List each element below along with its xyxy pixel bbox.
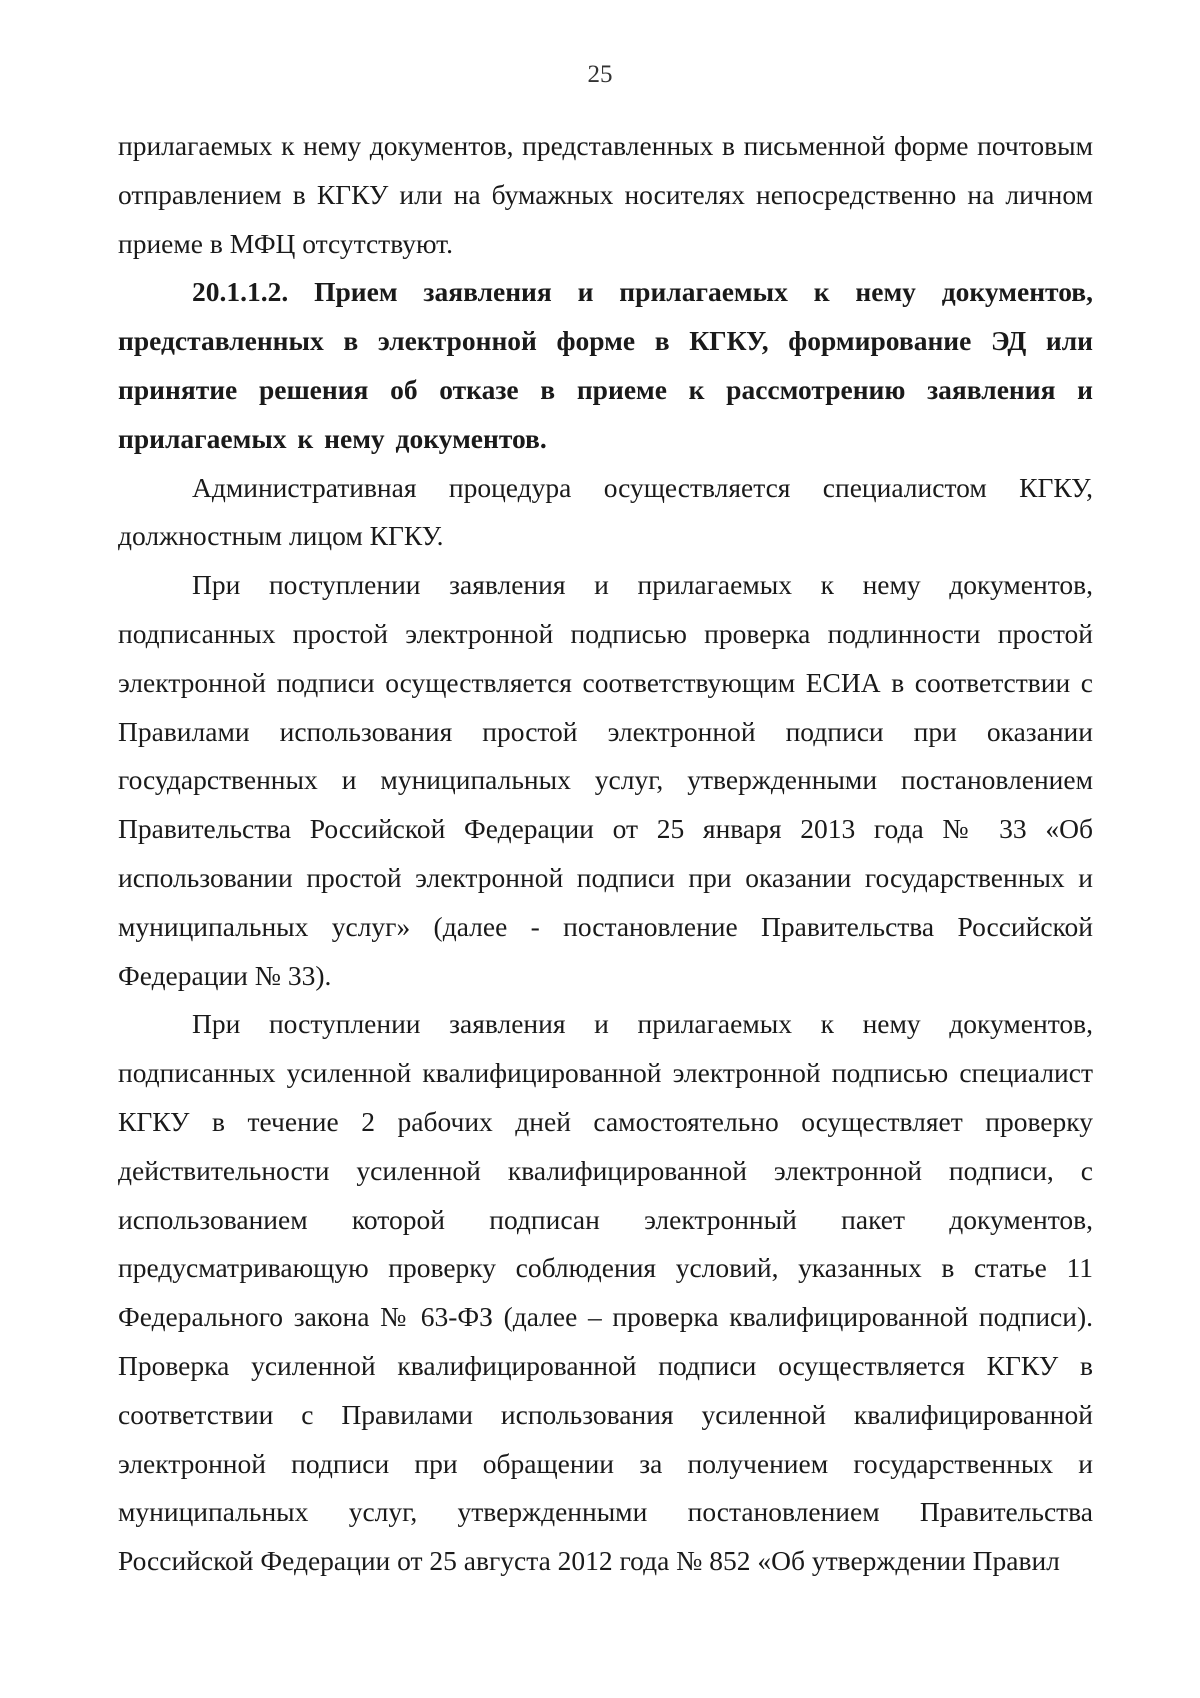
paragraph-procedure: Административная процедура осуществляется специалистом КГКУ, должностным лицом КГКУ. [118,471,1093,552]
document-body [118,122,1093,1586]
paragraph-simple-signature: При поступлении заявления и прилагаемых к нему документов, подписанных простой электронной подписью проверка подлинности простой электронной подписи осуществляется соответствующим ЕСИА в соответствии с Правилами использования простой электронной подписи при оказании государственных и муниципальных услуг, утвержденными постановлением Правительства Российской Федерации от 25 января 2013 года № 33 «Об использовании простой электронной подписи при оказании государственных и муниципальных услуг» (далее - постановление Правительства Российской Федерации № 33). [118,569,1093,991]
section-heading: 20.1.1.2. Прием заявления и прилагаемых к нему документов, представленных в электронной форме в КГКУ, формирование ЭД или принятие решения об отказе в приеме к рассмотрению заявления и прилагаемых к нему документов. [118,276,1093,454]
paragraph-qualified-signature: При поступлении заявления и прилагаемых к нему документов, подписанных усиленной квалифицированной электронной подписью специалист КГКУ в течение 2 рабочих дней самостоятельно осуществляет проверку действительности усиленной квалифицированной электронной подписи, с использованием которой подписан электронный пакет документов, предусматривающую проверку соблюдения условий, указанных в статье 11 Федерального закона № 63-ФЗ (далее – проверка квалифицированной подписи). Проверка усиленной квалифицированной подписи осуществляется КГКУ в соответствии с Правилами использования усиленной квалифицированной электронной подписи при обращении за получением государственных и муниципальных услуг, утвержденными постановлением Правительства Российской Федерации от 25 августа 2012 года № 852 «Об утверждении Правил [118,1008,1093,1577]
paragraph-continuation: прилагаемых к нему документов, представленных в письменной форме почтовым отправлением в КГКУ или на бумажных носителях непосредственно на личном приеме в МФЦ отсутствуют. [118,130,1093,259]
page-number: 25 [587,61,613,88]
